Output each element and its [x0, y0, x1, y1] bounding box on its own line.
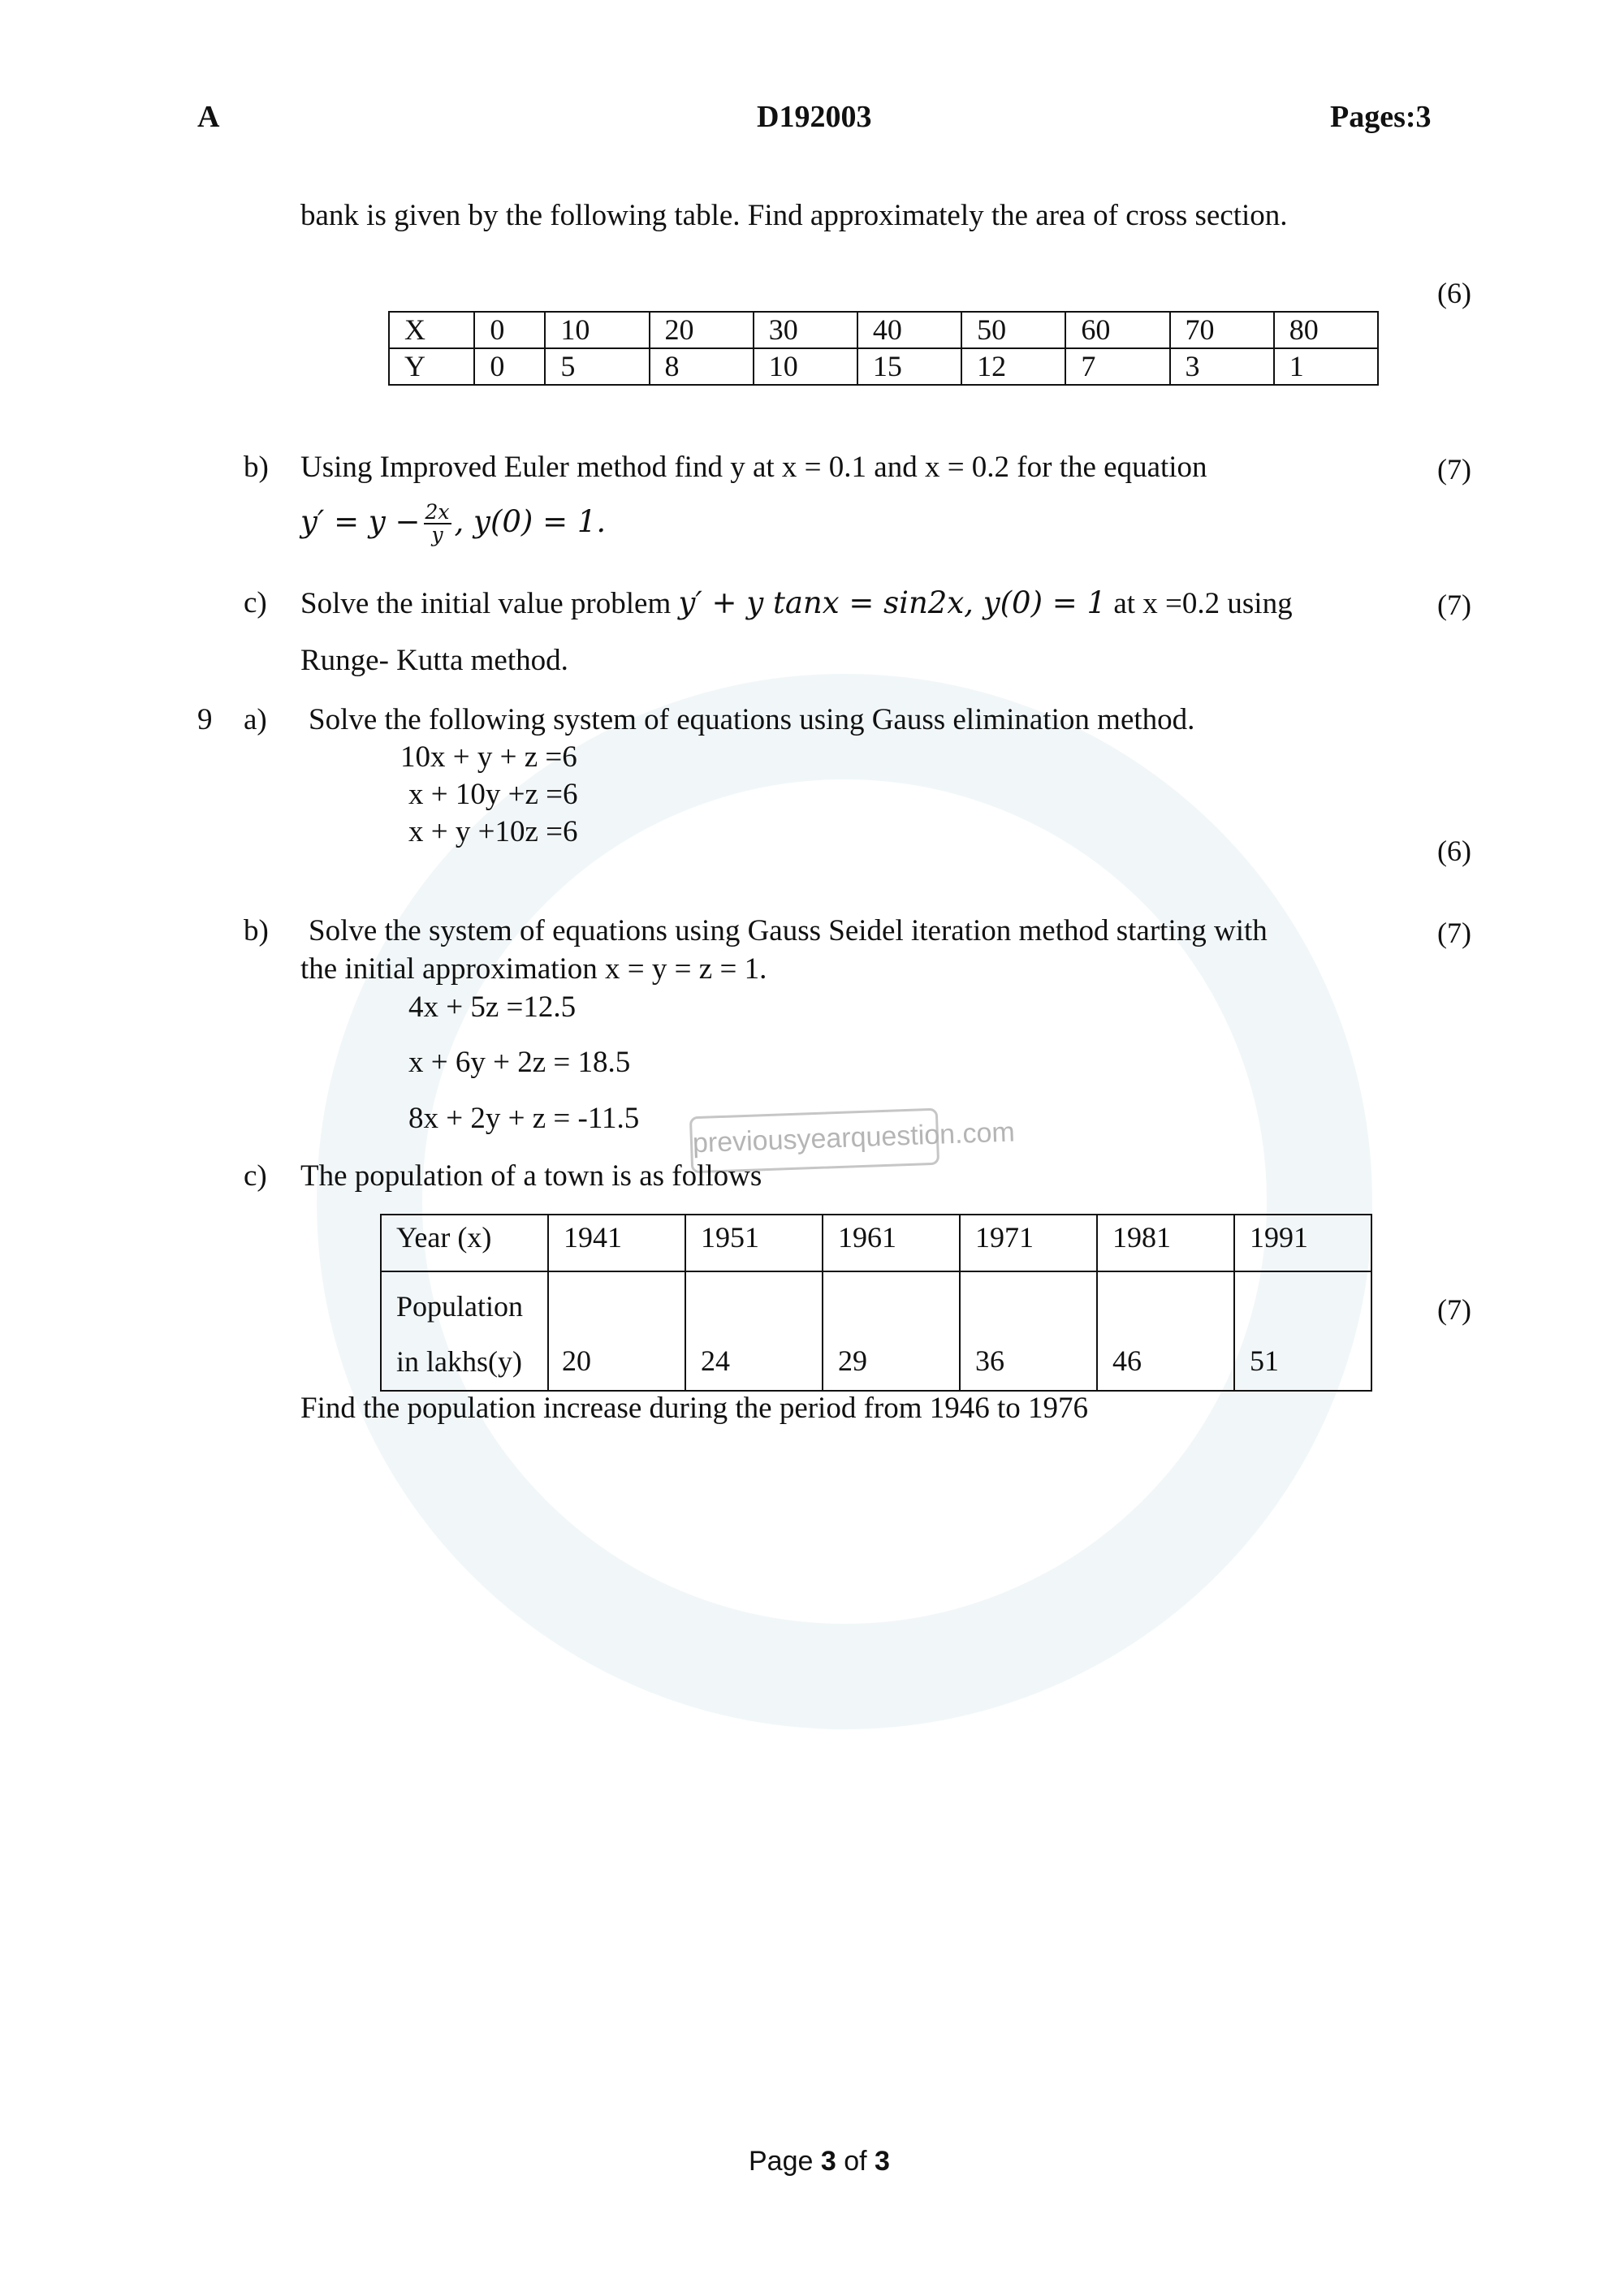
- q9b-equation-2: x + 6y + 2z = 18.5: [408, 1046, 631, 1079]
- table-cell: 10: [545, 312, 649, 348]
- fraction: [424, 502, 451, 546]
- table-cell: 30: [754, 312, 857, 348]
- table-row: [389, 312, 1378, 348]
- population-table: [380, 1214, 1372, 1392]
- table-cell: 8: [650, 348, 754, 385]
- q9b-label: b): [244, 914, 269, 947]
- q8b-equation: [300, 502, 606, 546]
- q9c-marks: (7): [1437, 1293, 1471, 1326]
- q9-number: 9: [197, 703, 213, 736]
- paper-code: D192003: [757, 100, 872, 134]
- q9a-marks: (6): [1437, 835, 1471, 867]
- q8b-label: b): [244, 451, 269, 484]
- q9a-label: a): [244, 703, 267, 736]
- table-row: [381, 1215, 1371, 1271]
- footer-total-pages: 3: [875, 2146, 890, 2177]
- table-cell: 7: [1065, 348, 1169, 385]
- table-cell: 1941: [548, 1215, 685, 1271]
- table-cell: 46: [1097, 1271, 1234, 1391]
- table-cell: 1991: [1234, 1215, 1371, 1271]
- table-cell: 1: [1274, 348, 1378, 385]
- q9b-text-2: the initial approximation x = y = z = 1.: [300, 952, 767, 986]
- q9b-text-1: Solve the system of equations using Gauss Seidel iteration method starting with: [309, 914, 1268, 947]
- table-cell: [381, 1271, 548, 1391]
- q9a-equation-3: x + y +10z =6: [408, 815, 578, 848]
- table-cell: 12: [961, 348, 1065, 385]
- table-cell: X: [389, 312, 474, 348]
- q8c-marks: (7): [1437, 589, 1471, 621]
- q8c-equation: y′ + y tanx = sin2x, y(0) = 1: [678, 585, 1107, 620]
- table-cell: 1981: [1097, 1215, 1234, 1271]
- table-cell: 36: [960, 1271, 1097, 1391]
- table-cell: 50: [961, 312, 1065, 348]
- table-cell: Year (x): [381, 1215, 548, 1271]
- table-cell: 5: [545, 348, 649, 385]
- table-cell: Y: [389, 348, 474, 385]
- q9c-text: The population of a town is as follows: [300, 1159, 762, 1193]
- q8a-marks: (6): [1437, 277, 1471, 309]
- page-footer: [749, 2146, 890, 2177]
- q8b-marks: (7): [1437, 453, 1471, 486]
- table-cell: 15: [857, 348, 961, 385]
- q8c-label: c): [244, 586, 267, 619]
- table-cell: 80: [1274, 312, 1378, 348]
- q9b-equation-1: 4x + 5z =12.5: [408, 990, 577, 1024]
- footer-page-word: Page: [749, 2146, 814, 2177]
- cross-section-table: [388, 311, 1379, 386]
- q8b-text: Using Improved Euler method find y at x = 0.1 and x = 0.2 for the equation: [300, 451, 1207, 484]
- fraction-numerator: 2x: [425, 500, 450, 524]
- table-cell: 70: [1170, 312, 1274, 348]
- table-cell: 40: [857, 312, 961, 348]
- table-cell: 60: [1065, 312, 1169, 348]
- q8c-line: [300, 586, 1293, 622]
- table-cell: 29: [823, 1271, 960, 1391]
- table-cell: 1971: [960, 1215, 1097, 1271]
- page-count: Pages:3: [1330, 100, 1432, 134]
- table-cell: 10: [754, 348, 857, 385]
- q9b-equation-3: 8x + 2y + z = -11.5: [408, 1102, 640, 1135]
- q9b-marks: (7): [1437, 917, 1471, 949]
- table-cell: 0: [474, 348, 545, 385]
- fraction-denominator: y: [431, 523, 443, 547]
- q8b-eq-right: , y(0) = 1.: [454, 503, 607, 539]
- table-row: [381, 1271, 1371, 1391]
- table-cell: 24: [685, 1271, 823, 1391]
- table-cell: 1961: [823, 1215, 960, 1271]
- series-letter: A: [197, 100, 220, 134]
- footer-current-page: 3: [820, 2146, 836, 2177]
- q8c-text-1: Solve the initial value problem: [300, 587, 672, 620]
- q9c-label: c): [244, 1159, 267, 1193]
- q8b-eq-left: y′ = y −: [300, 503, 421, 539]
- population-label-line-2: in lakhs(y): [396, 1345, 522, 1379]
- q9c-text-after: Find the population increase during the period from 1946 to 1976: [300, 1392, 1089, 1425]
- table-cell: 3: [1170, 348, 1274, 385]
- table-cell: 0: [474, 312, 545, 348]
- q9a-text: Solve the following system of equations using Gauss elimination method.: [309, 703, 1195, 736]
- table-cell: 20: [650, 312, 754, 348]
- table-cell: 51: [1234, 1271, 1371, 1391]
- population-label-line-1: Population: [396, 1290, 524, 1323]
- table-cell: 1951: [685, 1215, 823, 1271]
- footer-of-word: of: [844, 2146, 867, 2177]
- q9a-equation-2: x + 10y +z =6: [408, 778, 578, 811]
- q8c-text-2: at x =0.2 using: [1113, 587, 1293, 620]
- watermark-text: previousyearquestion.com: [689, 1108, 939, 1174]
- table-row: [389, 348, 1378, 385]
- q8a-text: bank is given by the following table. Find approximately the area of cross section.: [300, 199, 1288, 232]
- q9a-equation-1: 10x + y + z =6: [400, 740, 577, 774]
- table-cell: 20: [548, 1271, 685, 1391]
- q8c-text-3: Runge- Kutta method.: [300, 644, 568, 677]
